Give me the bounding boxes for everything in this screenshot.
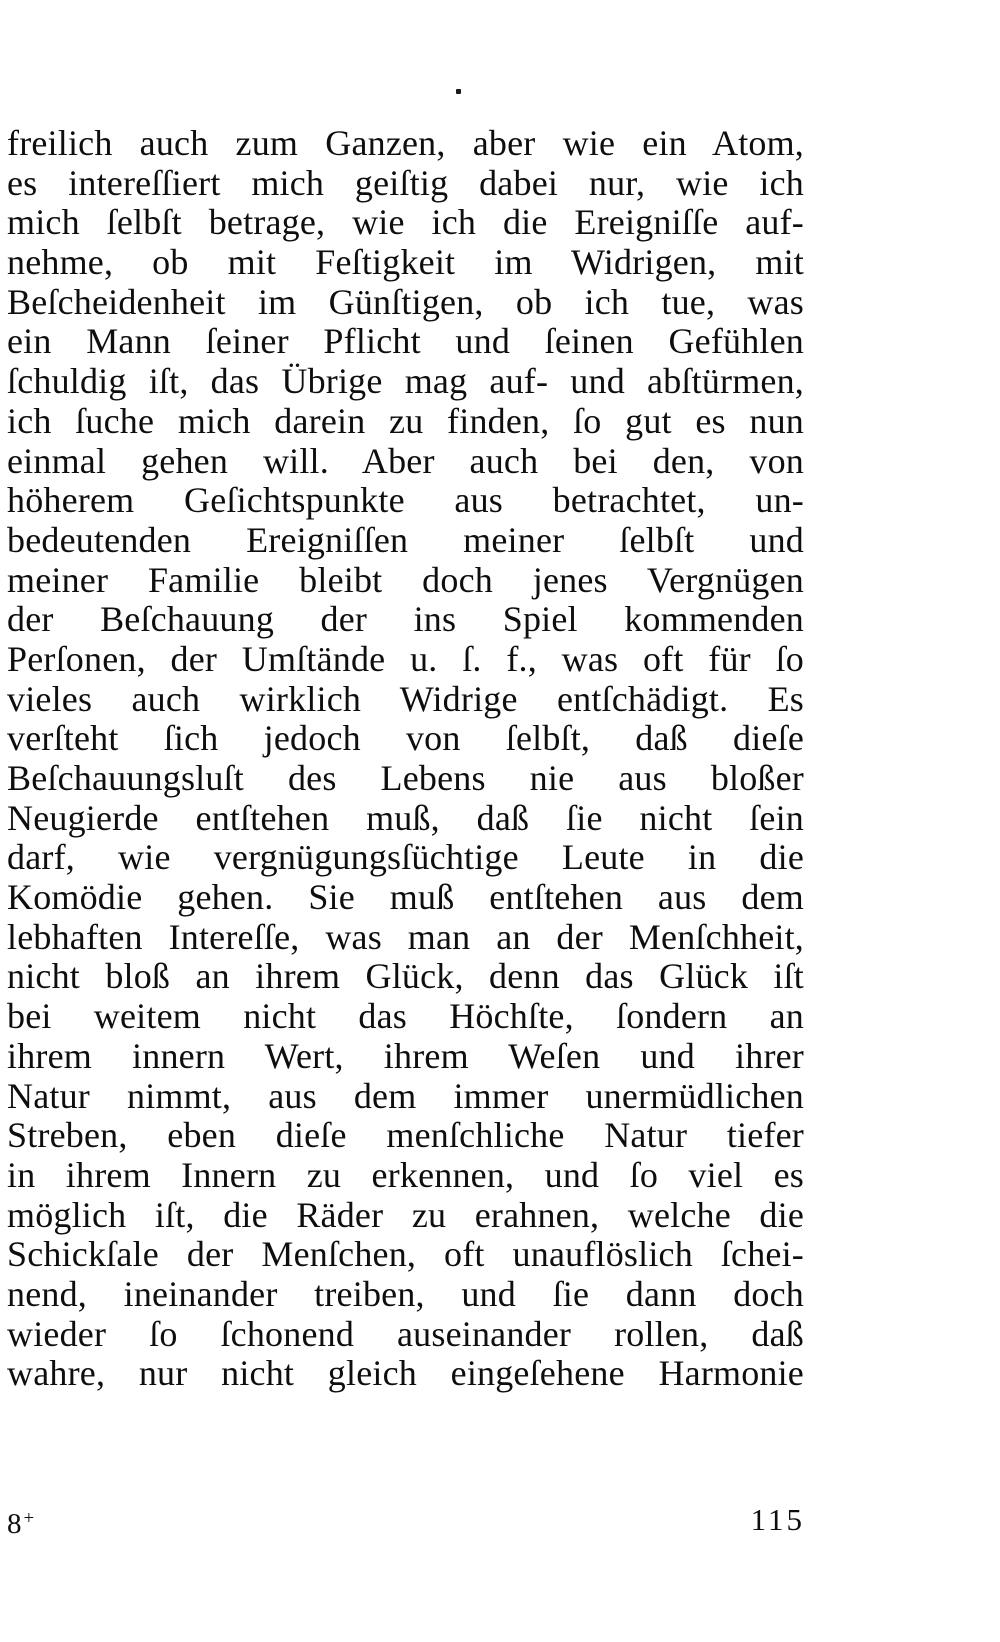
text-line: Natur nimmt, aus dem immer unermüdlichen — [7, 1076, 804, 1116]
page-footer — [7, 1504, 805, 1539]
text-line: freilich auch zum Ganzen, aber wie ein Atom, — [7, 124, 804, 163]
text-line: wahre, nur nicht gleich eingeſehene Harmonie — [7, 1354, 804, 1394]
signature-star: + — [23, 1508, 35, 1529]
text-line: einmal gehen will. Aber auch bei den, von — [7, 441, 804, 481]
text-line: ich ſuche mich darein zu finden, ſo gut es nun — [7, 401, 804, 441]
text-line: lebhaften Intereſſe, was man an der Menſchheit, — [7, 917, 804, 957]
text-line: vieles auch wirklich Widrige entſchädigt. Es — [7, 679, 804, 719]
text-line: ſchuldig iſt, das Übrige mag auf- und abſtürmen, — [7, 362, 804, 402]
text-line: Schickſale der Menſchen, oft unauflöslich ſchei- — [7, 1235, 804, 1275]
text-line: bei weitem nicht das Höchſte, ſondern an — [7, 997, 804, 1037]
text-line: meiner Familie bleibt doch jenes Vergnügen — [7, 560, 804, 600]
text-line: ihrem innern Wert, ihrem Weſen und ihrer — [7, 1036, 804, 1076]
text-line: darf, wie vergnügungsſüchtige Leute in die — [7, 838, 804, 878]
signature-mark — [7, 1504, 34, 1539]
text-line: höherem Geſichtspunkte aus betrachtet, un- — [7, 481, 804, 521]
text-line: verſteht ſich jedoch von ſelbſt, daß dieſe — [7, 719, 804, 759]
text-line: möglich iſt, die Räder zu erahnen, welche die — [7, 1195, 804, 1235]
text-line: Streben, eben dieſe menſchliche Natur tiefer — [7, 1116, 804, 1156]
text-line: bedeutenden Ereigniſſen meiner ſelbſt und — [7, 520, 804, 560]
text-line: in ihrem Innern zu erkennen, und ſo viel es — [7, 1155, 804, 1195]
text-line: mich ſelbſt betrage, wie ich die Ereigniſſe auf- — [7, 203, 804, 243]
page-number: 115 — [750, 1502, 805, 1537]
body-text — [7, 124, 804, 1394]
text-line: Beſcheidenheit im Günſtigen, ob ich tue, was — [7, 282, 804, 322]
text-line: Perſonen, der Umſtände u. ſ. f., was oft für ſo — [7, 639, 804, 679]
text-line: ein Mann ſeiner Pflicht und ſeinen Gefühlen — [7, 322, 804, 362]
text-line: Komödie gehen. Sie muß entſtehen aus dem — [7, 878, 804, 918]
text-line: wieder ſo ſchonend auseinander rollen, daß — [7, 1314, 804, 1354]
text-line: Beſchauungsluſt des Lebens nie aus bloßer — [7, 759, 804, 798]
text-line: der Beſchauung der ins Spiel kommenden — [7, 600, 804, 640]
scan-speck — [456, 89, 461, 94]
signature-number: 8 — [7, 1508, 22, 1540]
text-line: es intereſſiert mich geiſtig dabei nur, wie ich — [7, 163, 804, 203]
text-line: nend, ineinander treiben, und ſie dann doch — [7, 1274, 804, 1314]
text-line: nehme, ob mit Feſtigkeit im Widrigen, mit — [7, 243, 804, 283]
text-line: nicht bloß an ihrem Glück, denn das Glück iſt — [7, 957, 804, 997]
text-line: Neugierde entſtehen muß, daß ſie nicht ſein — [7, 798, 804, 838]
